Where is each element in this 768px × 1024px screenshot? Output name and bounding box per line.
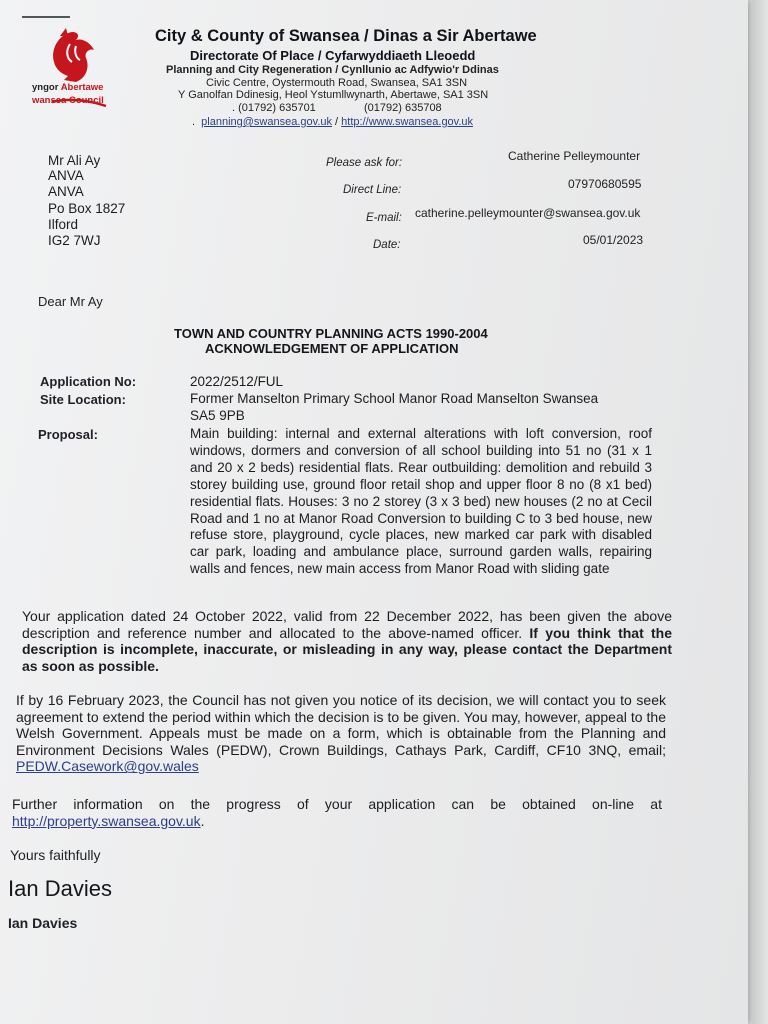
recipient-line: Ilford — [48, 217, 79, 232]
direct-line-value: 07970680595 — [568, 177, 642, 191]
proposal-label: Proposal: — [38, 427, 98, 442]
paragraph-validity: Your application dated 24 October 2022, valid from 22 December 2022, has been given the above description and reference number and allocated to the above-named officer. If you think that the description is incomplete, inaccurate, or misleading in any way, please contact the Department as soon as possible. — [22, 608, 672, 674]
background-page-edge — [752, 0, 768, 1024]
recipient-line: ANVA — [48, 168, 84, 183]
heading-acknowledgement: ACKNOWLEDGEMENT OF APPLICATION — [205, 341, 459, 356]
signatory-name: Ian Davies — [8, 915, 78, 931]
address-welsh: Y Ganolfan Ddinesig, Heol Ystumllwynarth, Abertawe, SA1 3SN — [178, 89, 489, 101]
ask-for-value: Catherine Pelleymounter — [508, 149, 641, 163]
proposal-text: Main building: internal and external alterations with loft conversion, roof windows, dormers and conversion of all school building into 51 no (31 x 1 and 20 x 2 beds) residential flats. Rear outbuilding: demolition and rebuild 3 storey building use, ground floor retail shop and upper floor 8 no (8 x1 bed) residential flats. Houses: 3 no 2 storey (3 x 3 bed) new houses (2 no at Cecil Road and 1 no at Manor Road Conversion to building C to 3 bed house, new refuse store, playground, cycle places, new marked car park with disabled car park, loading and ambulance place, surround garden walls, repairing walls and fences, new main access from Manor Road with sliding gate — [190, 426, 652, 577]
pen-mark — [22, 16, 70, 18]
paragraph-appeal: If by 16 February 2023, the Council has not given you notice of its decision, we will contact you to seek agreement to extend the period within which the decision is to be given. You may, however, appeal to the Welsh Government. Appeals must be made on a form, which is obtainable from the Planning and Environment Decisions Wales (PEDW), Crown Buildings, Cathays Park, Cardiff, CF10 3NQ, email; PEDW.Casework@gov.wales — [16, 692, 666, 775]
council-website-link[interactable]: http://www.swansea.gov.uk — [341, 116, 474, 128]
contact-links: . planning@swansea.gov.uk / http://www.swansea.gov.uk — [192, 116, 474, 128]
site-location-label: Site Location: — [40, 392, 126, 407]
ask-for-label: Please ask for: — [326, 157, 403, 169]
salutation: Dear Mr Ay — [38, 294, 103, 309]
pedw-email-link[interactable]: PEDW.Casework@gov.wales — [16, 758, 199, 775]
signature: Ian Davies — [8, 876, 112, 901]
logo-text-welsh: yngor Abertawe — [32, 82, 104, 93]
direct-line-label: Direct Line: — [343, 184, 402, 196]
planning-email-link[interactable]: planning@swansea.gov.uk — [201, 116, 332, 128]
date-value: 05/01/2023 — [583, 233, 644, 247]
email-value[interactable]: catherine.pelleymounter@swansea.gov.uk — [415, 206, 641, 220]
fax-number: (01792) 635708 — [364, 102, 442, 114]
phone-number: . (01792) 635701 — [232, 102, 316, 114]
address-english: Civic Centre, Oystermouth Road, Swansea, SA1 3SN — [206, 77, 468, 89]
recipient-postcode: IG2 7WJ — [48, 233, 101, 248]
application-no-value: 2022/2512/FUL — [190, 374, 284, 389]
application-no-label: Application No: — [40, 374, 137, 389]
directorate-title: Directorate Of Place / Cyfarwyddiaeth Lleoedd — [190, 48, 476, 63]
email-label: E-mail: — [366, 212, 402, 224]
sign-off: Yours faithfully — [10, 847, 101, 863]
recipient-line: ANVA — [48, 184, 84, 199]
department-title: Planning and City Regeneration / Cynllunio ac Adfywio'r Ddinas — [166, 64, 499, 76]
date-label: Date: — [373, 239, 401, 251]
logo-text-english: wansea Council — [32, 95, 104, 106]
recipient-name: Mr Ali Ay — [48, 153, 101, 168]
heading-acts: TOWN AND COUNTRY PLANNING ACTS 1990-2004 — [174, 326, 488, 341]
council-title: City & County of Swansea / Dinas a Sir Abertawe — [155, 27, 537, 45]
property-website-link[interactable]: http://property.swansea.gov.uk — [12, 812, 201, 829]
recipient-line: Po Box 1827 — [48, 201, 126, 216]
site-location-postcode: SA5 9PB — [190, 408, 245, 423]
paragraph-online: Further information on the progress of your application can be obtained on-line at http://property.swansea.gov.uk. — [12, 796, 662, 829]
site-location-value: Former Manselton Primary School Manor Road Manselton Swansea — [190, 391, 599, 406]
